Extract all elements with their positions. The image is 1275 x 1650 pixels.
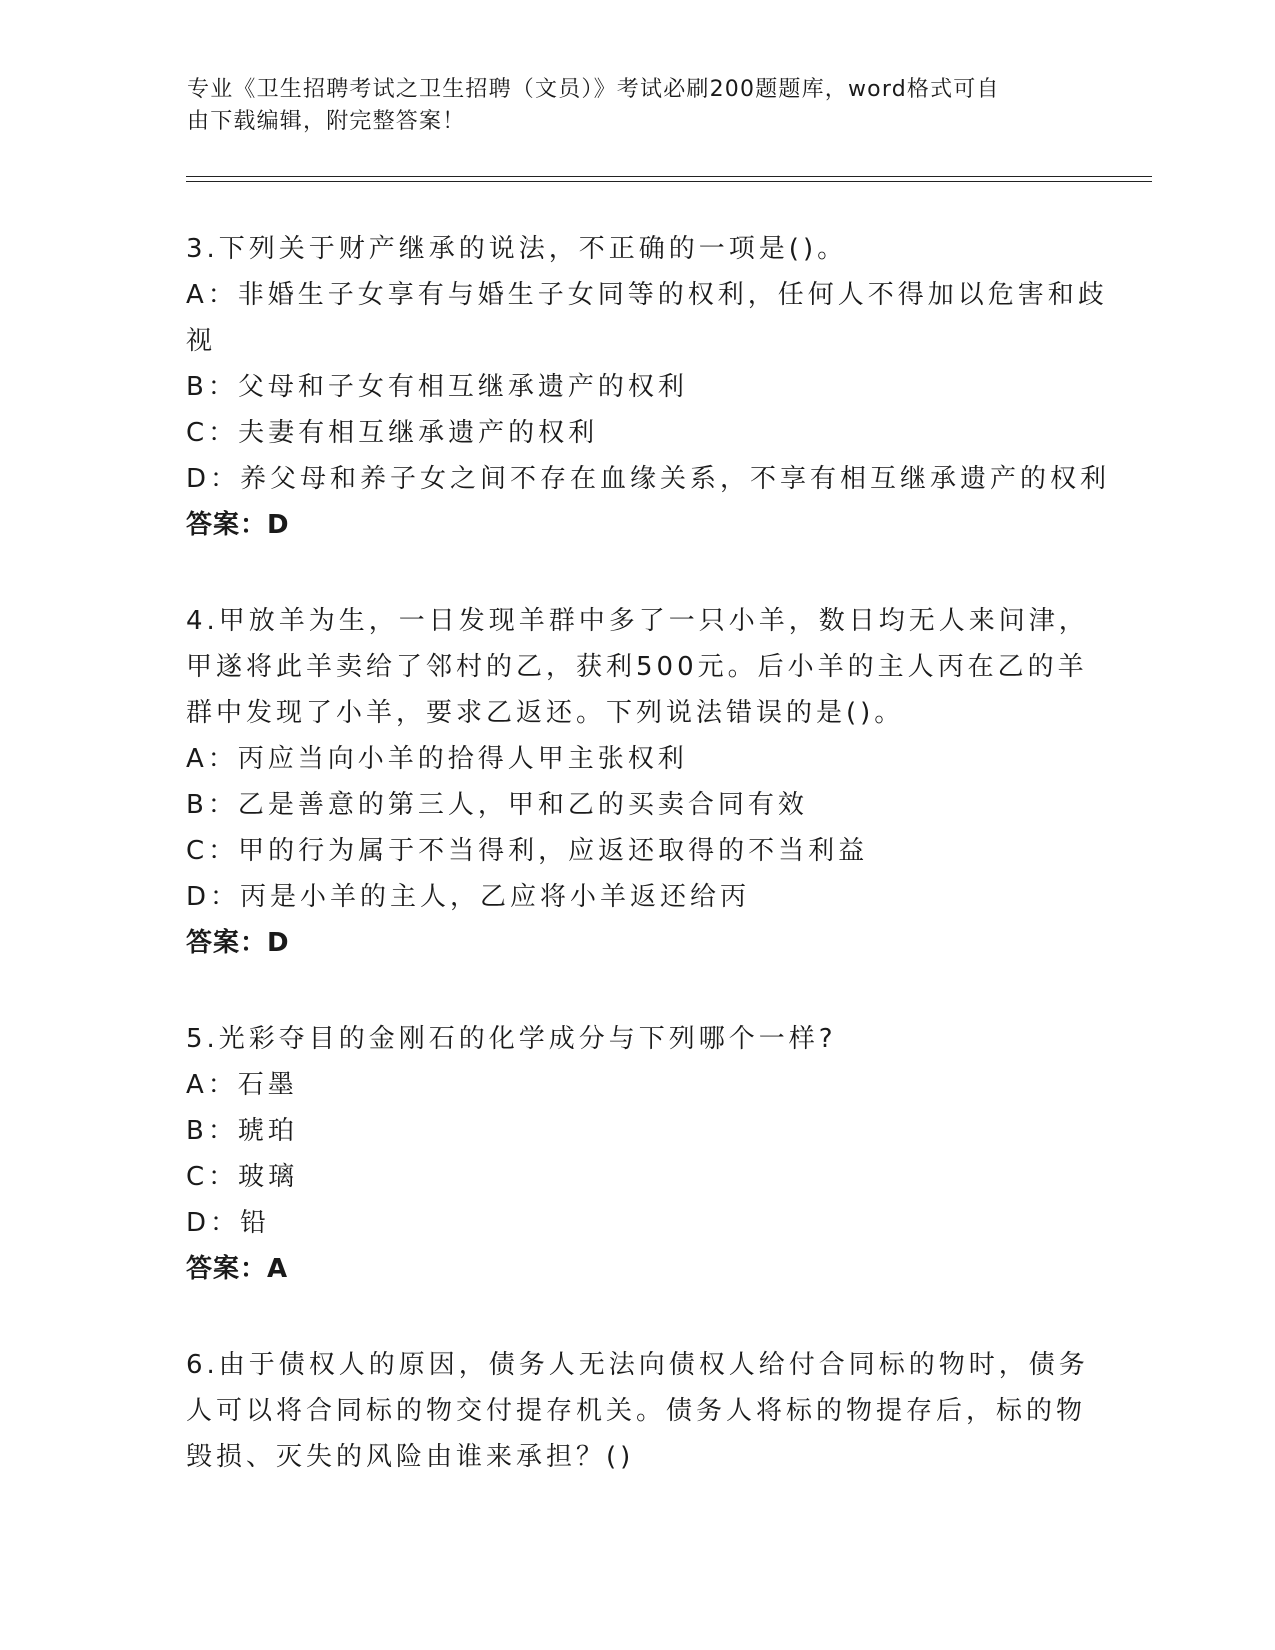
option-a xyxy=(186,736,1126,782)
answer-label: 答案：A xyxy=(186,1254,289,1284)
stem-line: 甲遂将此羊卖给了邻村的乙，获利500元。后小羊的主人丙在乙的羊 xyxy=(186,652,1088,682)
question-item xyxy=(186,1016,1126,1292)
stem-line: 群中发现了小羊，要求乙返还。下列说法错误的是()。 xyxy=(186,698,905,728)
header-divider xyxy=(186,181,1152,182)
option-b xyxy=(186,782,1126,828)
option-d xyxy=(186,1200,1126,1246)
question-stem xyxy=(186,1016,1126,1062)
header-line: 专业《卫生招聘考试之卫生招聘（文员）》考试必刷200题题库，word格式可自 xyxy=(187,77,1000,102)
option-line: C：甲的行为属于不当得利，应返还取得的不当利益 xyxy=(186,836,869,866)
option-b xyxy=(186,1108,1126,1154)
question-stem xyxy=(186,1342,1126,1480)
document-header xyxy=(187,74,1067,138)
option-c xyxy=(186,410,1126,456)
header-line: 由下载编辑，附完整答案！ xyxy=(187,109,466,134)
option-line: D：铅 xyxy=(186,1208,271,1238)
option-line: A：石墨 xyxy=(186,1070,298,1100)
question-item xyxy=(186,226,1126,548)
option-c xyxy=(186,828,1126,874)
option-a xyxy=(186,1062,1126,1108)
option-line: A：非婚生子女享有与婚生子女同等的权利，任何人不得加以危害和歧 xyxy=(186,280,1108,310)
option-d xyxy=(186,456,1126,502)
option-d xyxy=(186,874,1126,920)
question-stem xyxy=(186,226,1126,272)
stem-line: 6.由于债权人的原因，债务人无法向债权人给付合同标的物时，债务 xyxy=(186,1350,1089,1380)
answer-label: 答案：D xyxy=(186,510,290,540)
stem-line: 毁损、灭失的风险由谁来承担？() xyxy=(186,1442,635,1472)
option-line: D：养父母和养子女之间不存在血缘关系，不享有相互继承遗产的权利 xyxy=(186,464,1111,494)
option-line: A：丙应当向小羊的拾得人甲主张权利 xyxy=(186,744,688,774)
option-line: D：丙是小羊的主人，乙应将小羊返还给丙 xyxy=(186,882,751,912)
stem-line: 人可以将合同标的物交付提存机关。债务人将标的物提存后，标的物 xyxy=(186,1396,1087,1426)
stem-line: 3.下列关于财产继承的说法，不正确的一项是()。 xyxy=(186,234,848,264)
option-line: B：琥珀 xyxy=(186,1116,298,1146)
question-item xyxy=(186,598,1126,966)
option-a xyxy=(186,272,1126,364)
header-divider xyxy=(186,176,1152,177)
answer-label: 答案：D xyxy=(186,928,290,958)
option-line: C：夫妻有相互继承遗产的权利 xyxy=(186,418,599,448)
option-line: 视 xyxy=(186,326,217,356)
option-b xyxy=(186,364,1126,410)
stem-line: 4.甲放羊为生，一日发现羊群中多了一只小羊，数日均无人来问津， xyxy=(186,606,1089,636)
option-line: B：乙是善意的第三人，甲和乙的买卖合同有效 xyxy=(186,790,808,820)
option-line: B：父母和子女有相互继承遗产的权利 xyxy=(186,372,688,402)
option-c xyxy=(186,1154,1126,1200)
option-line: C：玻璃 xyxy=(186,1162,299,1192)
question-item xyxy=(186,1342,1126,1480)
question-list xyxy=(186,226,1126,1530)
question-stem xyxy=(186,598,1126,736)
stem-line: 5.光彩夺目的金刚石的化学成分与下列哪个一样? xyxy=(186,1024,837,1054)
